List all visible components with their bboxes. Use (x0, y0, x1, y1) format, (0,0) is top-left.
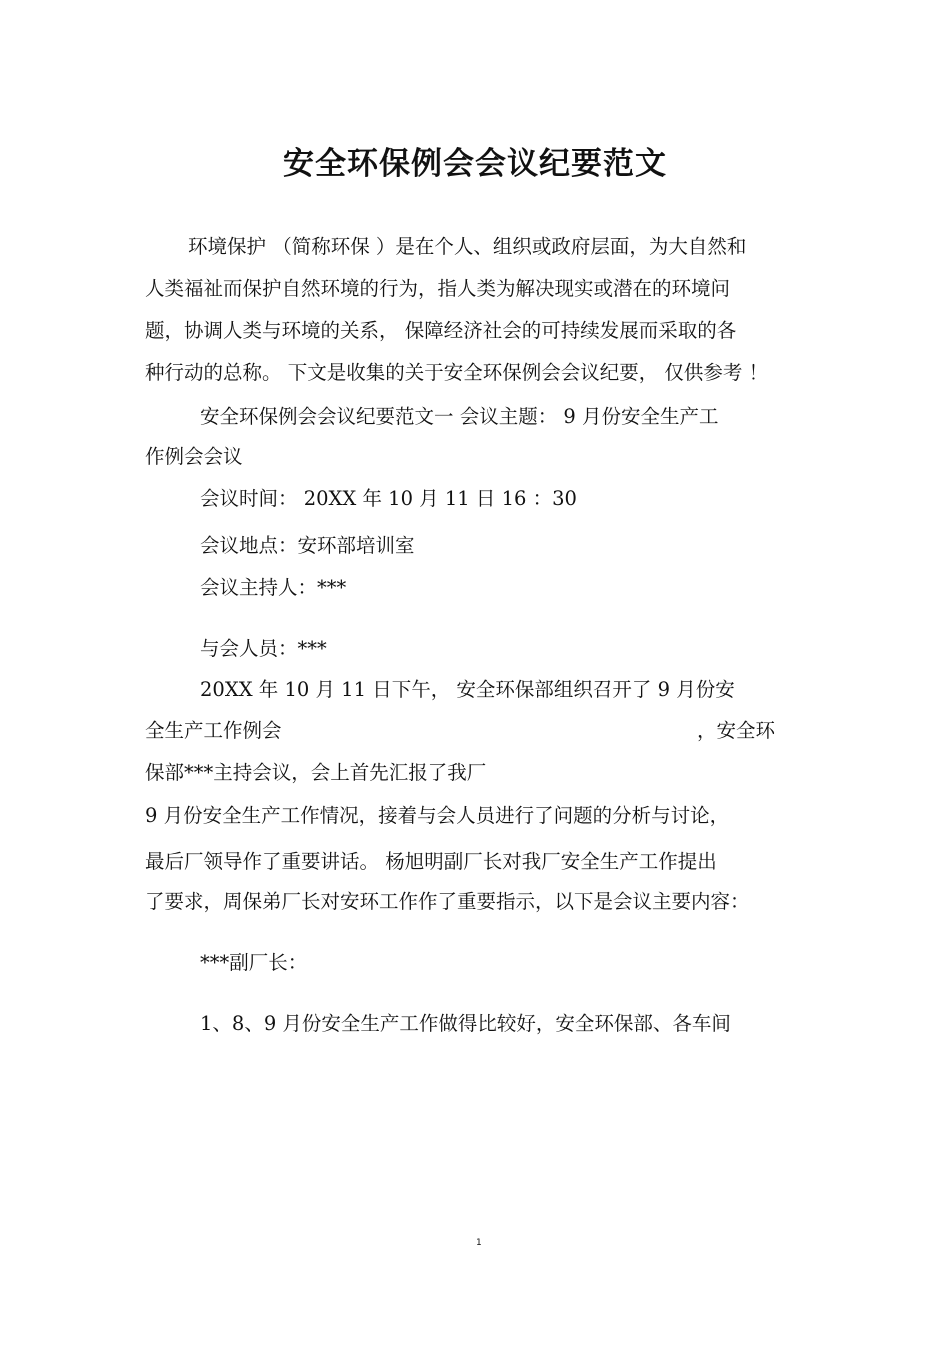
paragraph-line: 题，协调人类与环境的关系， 保障经济社会的可持续发展而采取的各 (145, 319, 737, 342)
page-number: 1 (476, 1238, 482, 1248)
speaker-heading: ***副厂长： (200, 951, 308, 974)
paragraph-line: 20XX 年 10 月 11 日下午， 安全环保部组织召开了 9 月份安 (200, 678, 735, 701)
paragraph-line: 9 月份安全生产工作情况，接着与会人员进行了问题的分析与讨论， (145, 804, 730, 827)
paragraph-line: 了要求，周保弟厂长对安环工作作了重要指示，以下是会议主要内容： (145, 890, 750, 913)
paragraph-line: 安全环保例会会议纪要范文一 会议主题： 9 月份安全生产工 (200, 405, 719, 428)
paragraph-line: 环境保护 （简称环保 ）是在个人、组织或政府层面，为大自然和 (188, 235, 747, 258)
paragraph-line: 全生产工作例会 (145, 719, 282, 742)
meeting-host: 会议主持人：*** (200, 576, 347, 599)
paragraph-line: ，安全环 (697, 719, 776, 742)
meeting-time: 会议时间： 20XX 年 10 月 11 日 16 ：30 (200, 487, 577, 510)
paragraph-line: 人类福祉而保护自然环境的行为，指人类为解决现实或潜在的环境问 (145, 277, 731, 300)
document-title: 安全环保例会会议纪要范文 (283, 146, 667, 182)
paragraph-line: 最后厂领导作了重要讲话。 杨旭明副厂长对我厂安全生产工作提出 (145, 850, 717, 873)
meeting-location: 会议地点：安环部培训室 (200, 534, 415, 557)
meeting-attendees: 与会人员：*** (200, 637, 327, 660)
paragraph-line: 保部***主持会议，会上首先汇报了我厂 (145, 761, 487, 784)
paragraph-line: 种行动的总称。 下文是收集的关于安全环保例会会议纪要， 仅供参考 ！ (145, 361, 769, 384)
paragraph-line: 作例会会议 (145, 445, 243, 468)
list-item: 1、8、9 月份安全生产工作做得比较好，安全环保部、各车间 (200, 1012, 731, 1035)
